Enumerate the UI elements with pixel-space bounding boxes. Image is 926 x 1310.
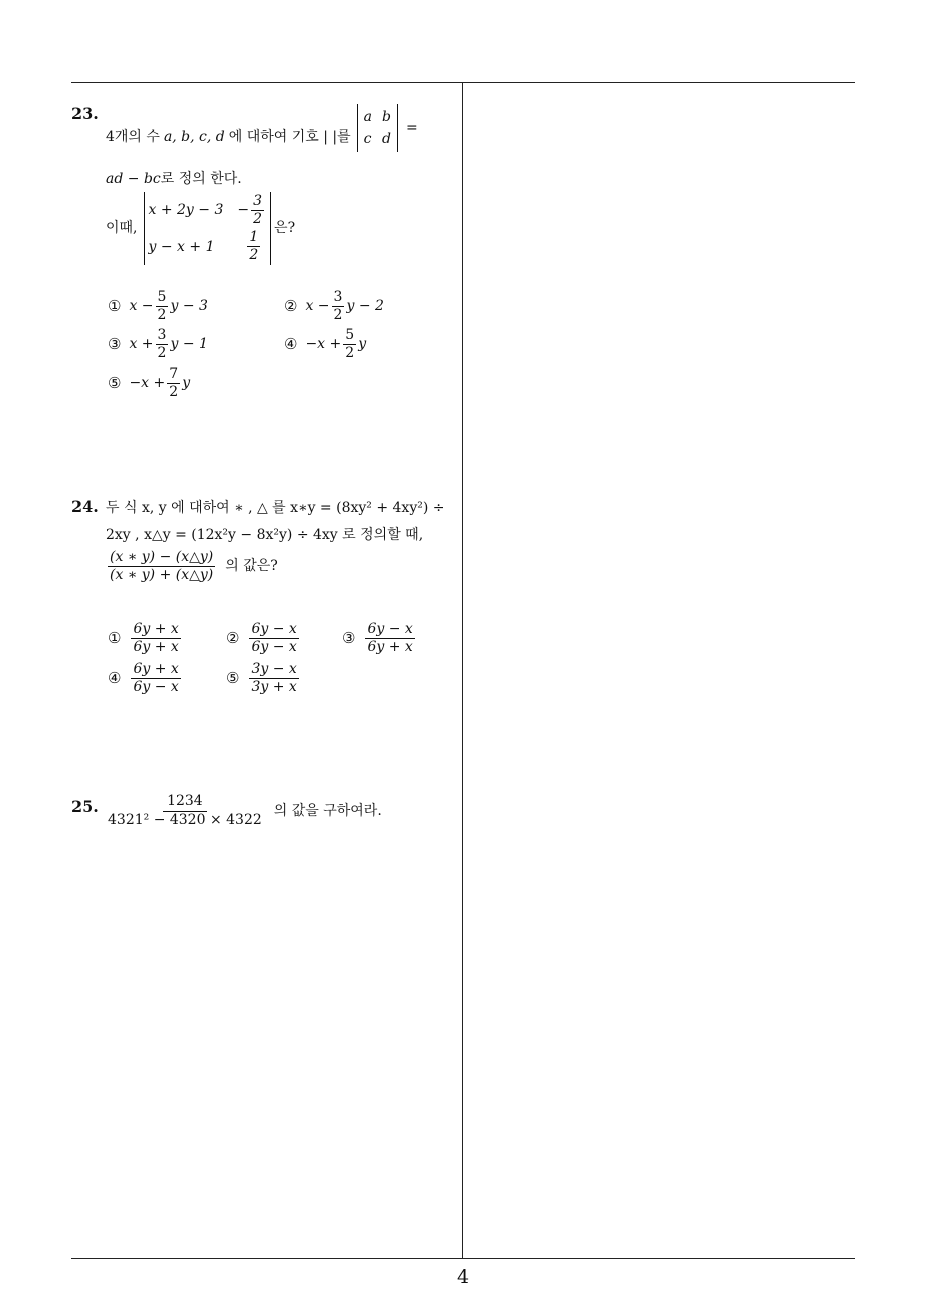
q25-post: 의 값을 구하여라. bbox=[273, 802, 382, 819]
choice-pre: x − bbox=[129, 298, 154, 315]
choice-den: 6y − x bbox=[251, 638, 297, 655]
q24-choice-2[interactable] bbox=[226, 622, 301, 654]
question-23-line1 bbox=[106, 104, 418, 152]
matrix-m21: y − x + 1 bbox=[148, 238, 215, 255]
question-25-number: 25. bbox=[71, 797, 99, 816]
q23-choice-2[interactable] bbox=[284, 290, 384, 322]
m22-fraction bbox=[247, 230, 260, 262]
choice-mark: ② bbox=[226, 629, 240, 648]
choice-den: 2 bbox=[333, 306, 343, 323]
choice-post: y − 3 bbox=[170, 298, 208, 315]
choice-mark: ① bbox=[108, 297, 122, 316]
det-d: d bbox=[382, 131, 391, 147]
choice-mark: ⑤ bbox=[108, 374, 122, 393]
choice-post: y bbox=[182, 375, 191, 392]
choice-den: 2 bbox=[157, 344, 167, 361]
choice-den: 2 bbox=[345, 344, 355, 361]
choice-post: y bbox=[358, 336, 367, 353]
m22-num: 1 bbox=[249, 229, 259, 246]
q25-fraction bbox=[106, 794, 264, 827]
question-24-number: 24. bbox=[71, 497, 99, 516]
m12-sign: − bbox=[237, 202, 250, 219]
m12-num: 3 bbox=[253, 193, 263, 209]
q23-choice-3[interactable] bbox=[108, 328, 208, 360]
choice-mark: ④ bbox=[284, 335, 298, 354]
det-b: b bbox=[382, 109, 391, 125]
q23-equals: = bbox=[405, 120, 418, 136]
choice-pre: x − bbox=[305, 298, 330, 315]
question-24-line3 bbox=[106, 550, 278, 582]
choice-num: 7 bbox=[169, 366, 179, 382]
q23-choice-4[interactable] bbox=[284, 328, 366, 360]
choice-num: 6y − x bbox=[251, 621, 297, 637]
question-23-line3 bbox=[106, 192, 295, 265]
q23-question-determinant bbox=[144, 192, 272, 265]
choice-den: 6y − x bbox=[133, 678, 179, 695]
choice-num: 6y + x bbox=[133, 661, 179, 677]
question-24-line1: 두 식 x, y 에 대하여 ∗ , △ 를 x∗y = (8xy² + 4xy²) ÷ bbox=[106, 500, 445, 516]
choice-fraction bbox=[156, 290, 169, 322]
choice-pre: −x + bbox=[305, 336, 342, 353]
det-a: a bbox=[363, 109, 373, 125]
column-divider bbox=[462, 83, 463, 1259]
question-23-line2 bbox=[106, 170, 242, 188]
choice-num: 3 bbox=[157, 327, 167, 343]
m12-den: 2 bbox=[253, 210, 263, 227]
page-number: 4 bbox=[456, 1266, 470, 1288]
choice-den: 2 bbox=[157, 306, 167, 323]
q24-choice-3[interactable] bbox=[342, 622, 417, 654]
choice-den: 6y + x bbox=[133, 638, 179, 655]
choice-fraction bbox=[343, 328, 356, 360]
choice-den: 2 bbox=[169, 383, 179, 400]
choice-num: 3y − x bbox=[251, 661, 297, 677]
choice-num: 6y + x bbox=[133, 621, 179, 637]
m22-den: 2 bbox=[249, 247, 259, 264]
choice-den: 6y + x bbox=[367, 638, 413, 655]
choice-mark: ⑤ bbox=[226, 669, 240, 688]
q24-choice-4[interactable] bbox=[108, 662, 183, 694]
matrix-m12 bbox=[237, 192, 266, 228]
choice-fraction bbox=[249, 662, 298, 694]
question-23-number: 23. bbox=[71, 104, 99, 123]
q24-main-fraction bbox=[108, 550, 215, 582]
choice-fraction bbox=[156, 328, 169, 360]
question-25-line1 bbox=[104, 794, 382, 827]
choice-num: 5 bbox=[157, 289, 167, 305]
m12-fraction bbox=[251, 194, 264, 226]
question-24-line2: 2xy , x△y = (12x²y − 8x²y) ÷ 4xy 로 정의할 때, bbox=[106, 527, 424, 543]
matrix-m22 bbox=[237, 228, 266, 264]
q23-line2-expr: ad − bc bbox=[106, 171, 161, 187]
q23-choice-5[interactable] bbox=[108, 367, 190, 399]
choice-mark: ③ bbox=[342, 629, 356, 648]
q23-line1-vars: a, b, c, d bbox=[163, 129, 225, 145]
choice-mark: ④ bbox=[108, 669, 122, 688]
q23-choice-1[interactable] bbox=[108, 290, 208, 322]
q24-frac-den: (x ∗ y) + (x△y) bbox=[110, 566, 214, 583]
choice-post: y − 1 bbox=[170, 336, 208, 353]
choice-fraction bbox=[365, 622, 414, 654]
q24-post: 의 값은? bbox=[225, 558, 278, 575]
choice-pre: −x + bbox=[129, 375, 166, 392]
q24-frac-num: (x ∗ y) − (x△y) bbox=[110, 549, 214, 565]
q23-line1-mid: 에 대하여 기호 | |를 bbox=[228, 129, 351, 145]
choice-num: 6y − x bbox=[367, 621, 413, 637]
choice-fraction bbox=[249, 622, 298, 654]
choice-fraction bbox=[131, 662, 180, 694]
q24-choice-1[interactable] bbox=[108, 622, 183, 654]
choice-mark: ③ bbox=[108, 335, 122, 354]
q23-definition-determinant bbox=[357, 104, 398, 152]
q23-line3-post: 은? bbox=[274, 220, 296, 237]
choice-pre: x + bbox=[129, 336, 154, 353]
choice-fraction bbox=[332, 290, 345, 322]
q23-line1-pre: 4개의 수 bbox=[106, 129, 160, 145]
choice-num: 5 bbox=[345, 327, 355, 343]
q23-line3-pre: 이때, bbox=[106, 220, 138, 237]
choice-fraction bbox=[167, 367, 180, 399]
choice-fraction bbox=[131, 622, 180, 654]
q25-frac-num: 1234 bbox=[163, 794, 207, 812]
choice-den: 3y + x bbox=[251, 678, 297, 695]
bottom-rule bbox=[71, 1258, 855, 1259]
q23-line2-text: 로 정의 한다. bbox=[160, 171, 242, 187]
det-c: c bbox=[363, 131, 372, 147]
q25-frac-den: 4321² − 4320 × 4322 bbox=[108, 811, 262, 828]
choice-post: y − 2 bbox=[346, 298, 384, 315]
matrix-m11: x + 2y − 3 bbox=[148, 202, 224, 219]
choice-mark: ① bbox=[108, 629, 122, 648]
top-rule bbox=[71, 82, 855, 83]
choice-num: 3 bbox=[333, 289, 343, 305]
q24-choice-5[interactable] bbox=[226, 662, 301, 694]
choice-mark: ② bbox=[284, 297, 298, 316]
